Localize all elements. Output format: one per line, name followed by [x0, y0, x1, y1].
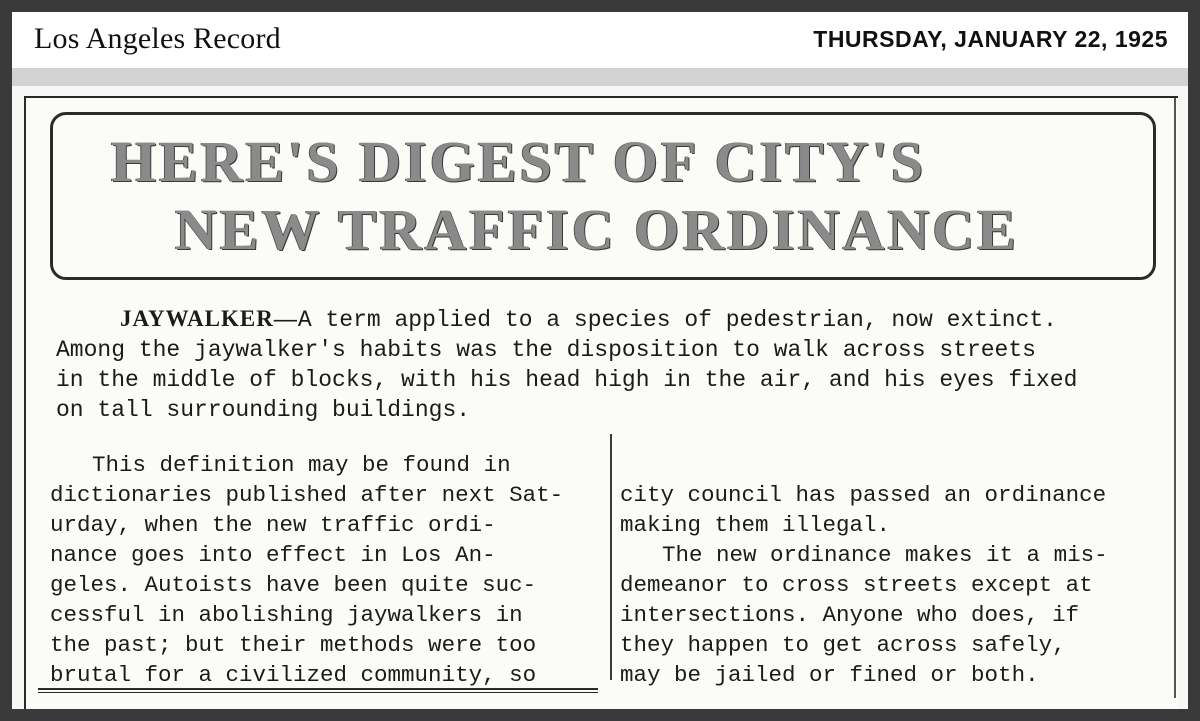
headline-line-1: HERE'S DIGEST OF CITY'S: [111, 129, 927, 194]
left-column-line: cessful in abolishing jaywalkers in: [50, 602, 523, 628]
lead-line-2: Among the jaywalker's habits was the disposition to walk across streets: [56, 337, 1036, 363]
right-column: [620, 480, 1108, 690]
masthead-separator: [12, 68, 1188, 86]
issue-date: THURSDAY, JANUARY 22, 1925: [813, 26, 1168, 52]
masthead: [12, 12, 1188, 68]
right-column-line: The new ordinance makes it a mis-: [662, 542, 1108, 568]
left-column-line: dictionaries published after next Sat-: [50, 482, 564, 508]
left-column-line: This definition may be found in: [92, 452, 511, 478]
right-column-line: making them illegal.: [620, 512, 891, 538]
headline-box: [50, 112, 1156, 280]
left-column-line: geles. Autoists have been quite suc-: [50, 572, 537, 598]
lead-paragraph: [56, 304, 1176, 425]
left-column: [50, 450, 563, 690]
lead-line-4: on tall surrounding buildings.: [56, 397, 471, 423]
right-column-line: city council has passed an ordinance: [620, 482, 1107, 508]
right-column-line: they happen to get across safely,: [620, 632, 1066, 658]
left-column-line: the past; but their methods were too: [50, 632, 537, 658]
right-column-line: demeanor to cross streets except at: [620, 572, 1093, 598]
lead-line-3: in the middle of blocks, with his head high in the air, and his eyes fixed: [56, 367, 1078, 393]
column-divider: [610, 434, 612, 680]
lead-keyword: JAYWALKER—: [120, 306, 298, 331]
right-column-line: intersections. Anyone who does, if: [620, 602, 1080, 628]
page: [12, 12, 1188, 709]
newspaper-name: Los Angeles Record: [34, 22, 281, 55]
lead-line-1-text: A term applied to a species of pedestrian, now extinct.: [297, 307, 1057, 333]
left-column-line: brutal for a civilized community, so: [50, 662, 537, 688]
newspaper-clipping: [24, 96, 1178, 709]
left-column-line: nance goes into effect in Los An-: [50, 542, 496, 568]
left-column-line: urday, when the new traffic ordi-: [50, 512, 496, 538]
headline-line-2: NEW TRAFFIC ORDINANCE: [175, 197, 1019, 262]
bottom-rule: [38, 688, 598, 693]
right-column-line: may be jailed or fined or both.: [620, 662, 1039, 688]
lead-line-1: [56, 304, 1176, 335]
